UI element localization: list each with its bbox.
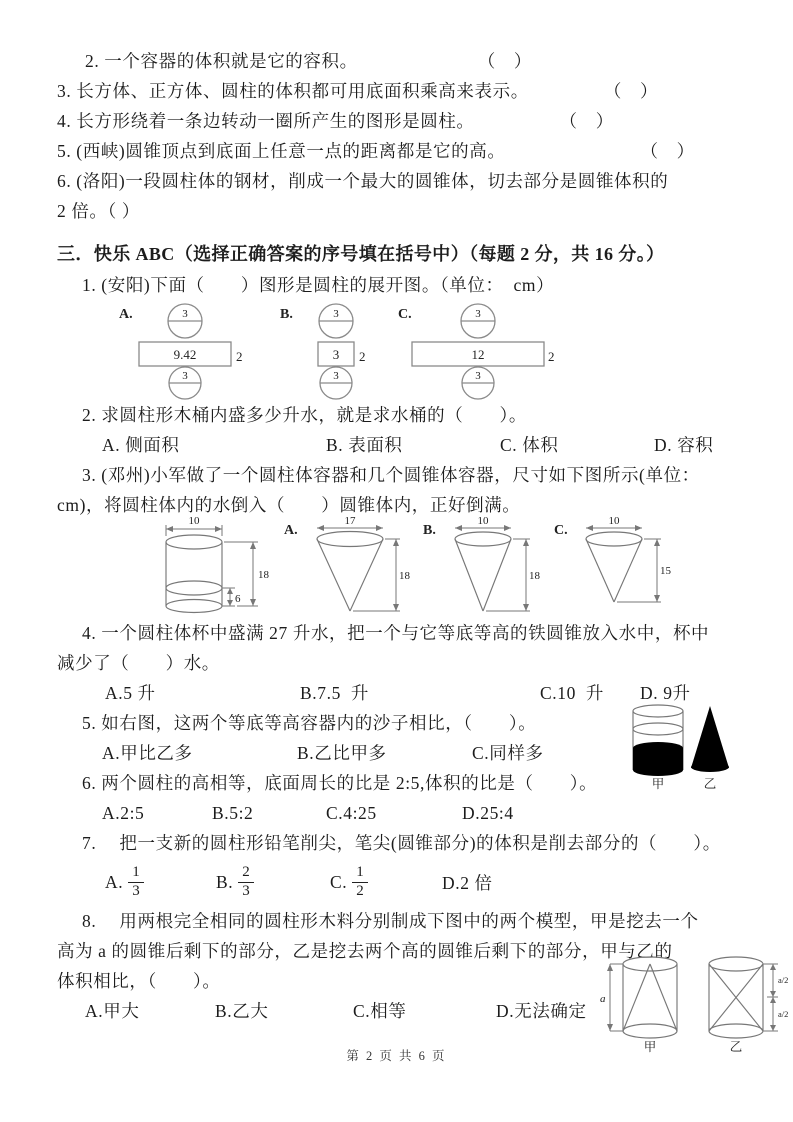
question-7-text: 7. 把一支新的圆柱形铅笔削尖，笔尖(圆锥部分)的体积是削去部分的（ ）。 <box>82 833 721 853</box>
sand-containers-figure <box>622 699 734 791</box>
judge-item-2 <box>57 46 753 76</box>
option-b <box>216 864 330 900</box>
option-d: D.无法确定 <box>496 1001 587 1021</box>
question-3-line2: cm)，将圆柱体内的水倒入（ ）圆锥体内，正好倒满。 <box>57 495 521 515</box>
question-8-line2: 高为 a 的圆锥后剩下的部分，乙是挖去两个高的圆锥后剩下的部分，甲与乙的 <box>57 941 673 961</box>
option-b: B.7.5 升 <box>300 683 369 703</box>
question-1-figures <box>117 300 753 400</box>
cylinder-height-label: 18 <box>258 569 269 581</box>
option-d: D. 容积 <box>654 435 714 455</box>
height-a-label: a <box>600 993 606 1005</box>
cylinder-container-figure <box>150 514 275 618</box>
question-3-line1: 3. (邓州)小军做了一个圆柱体容器和几个圆锥体容器，尺寸如下图所示(单位： <box>82 465 700 485</box>
half-height-label: a/2 <box>778 1009 789 1019</box>
question-5-figure <box>622 699 734 791</box>
half-height-label: a/2 <box>778 975 789 985</box>
option-b-label: B. <box>216 871 234 892</box>
cone-c-figure <box>554 514 676 618</box>
question-4-line1: 4. 一个圆柱体杯中盛满 27 升水，把一个与它等底等高的铁圆锥放入水中，杯中 <box>82 623 710 643</box>
question-6-options <box>102 798 753 828</box>
judge-item-5-text: 5. (西峡)圆锥顶点到底面上任意一点的距离都是它的高。 <box>57 141 506 161</box>
judge-item-3-text: 3. 长方体、正方体、圆柱的体积都可用底面积乘高来表示。 <box>57 81 529 101</box>
cylinder-net-a-figure <box>117 300 272 400</box>
numerator: 1 <box>128 864 144 882</box>
option-b: B.乙比甲多 <box>297 743 387 763</box>
container-jia-label: 甲 <box>651 777 665 791</box>
option-a-label: A. <box>119 307 133 322</box>
cone-height-label: 18 <box>399 570 410 582</box>
cylinder-net-b-figure <box>278 300 390 400</box>
option-a-label: A. <box>284 523 298 538</box>
circle-diameter-label: 3 <box>182 370 188 382</box>
judge-item-5-bracket: （ ） <box>640 141 695 161</box>
question-1-text: 1. (安阳)下面（ ）图形是圆柱的展开图。（单位： cm） <box>82 275 555 295</box>
denominator: 3 <box>132 882 141 899</box>
rect-width-label: 9.42 <box>173 347 197 362</box>
option-c-label: C. <box>330 871 348 892</box>
question-6-text: 6. 两个圆柱的高相等，底面周长的比是 2:5,体积的比是（ ）。 <box>82 773 598 793</box>
circle-diameter-label: 3 <box>475 370 481 382</box>
option-a <box>105 864 216 900</box>
circle-diameter-label: 3 <box>475 308 481 320</box>
question-7-options <box>105 858 753 906</box>
cylinder-diameter-label: 10 <box>188 515 200 527</box>
circle-diameter-label: 3 <box>333 308 339 320</box>
judge-item-2-text: 2. 一个容器的体积就是它的容积。 <box>85 51 358 71</box>
judge-item-4-bracket: （ ） <box>559 111 614 131</box>
rect-width-label: 3 <box>332 347 340 362</box>
cylinder-net-c-figure <box>396 300 564 400</box>
question-8-line1: 8. 用两根完全相同的圆柱形木料分别制成下图中的两个模型，甲是挖去一个 <box>82 911 699 931</box>
option-b: B.乙大 <box>215 1001 269 1021</box>
model-yi-label: 乙 <box>729 1040 743 1054</box>
option-a: A. 侧面积 <box>102 435 180 455</box>
circle-diameter-label: 3 <box>333 370 339 382</box>
option-c-label: C. <box>554 523 568 538</box>
question-8-line3: 体积相比，（ ）。 <box>57 971 221 991</box>
option-c: C.10 升 <box>540 683 604 703</box>
judge-item-6-line1: 6. (洛阳)一段圆柱体的钢材，削成一个最大的圆锥体，切去部分是圆锥体积的 <box>57 171 669 191</box>
option-c: C.同样多 <box>472 743 544 763</box>
cone-diameter-label: 10 <box>477 515 489 527</box>
option-c: C. 体积 <box>500 435 559 455</box>
model-jia-label: 甲 <box>643 1040 657 1054</box>
cone-height-label: 18 <box>529 570 540 582</box>
question-2-text: 2. 求圆柱形木桶内盛多少升水，就是求水桶的（ ）。 <box>82 405 527 425</box>
option-a: A.5 升 <box>105 683 156 703</box>
circle-diameter-label: 3 <box>182 308 188 320</box>
rect-width-label: 12 <box>471 347 485 362</box>
judge-item-2-bracket: （ ） <box>477 51 533 71</box>
option-b-label: B. <box>280 307 293 322</box>
option-b: B.5:2 <box>212 803 254 823</box>
water-height-label: 6 <box>235 593 241 605</box>
option-c <box>330 864 442 900</box>
rect-height-label: 2 <box>359 349 366 364</box>
judge-item-3 <box>57 76 753 106</box>
option-a: A.甲大 <box>85 1001 140 1021</box>
cone-height-label: 15 <box>660 565 671 577</box>
option-b-label: B. <box>423 523 436 538</box>
fraction <box>352 864 368 900</box>
cone-diameter-label: 10 <box>608 515 620 527</box>
option-b: B. 表面积 <box>326 435 403 455</box>
option-d: D. 9升 <box>640 683 691 703</box>
denominator: 3 <box>242 882 251 899</box>
cone-b-figure <box>423 514 545 618</box>
option-a: A.甲比乙多 <box>102 743 193 763</box>
option-c: C.4:25 <box>326 803 377 823</box>
fraction <box>238 864 254 900</box>
cone-diameter-label: 17 <box>344 515 356 527</box>
numerator: 1 <box>352 864 368 882</box>
fraction <box>128 864 144 900</box>
page-number: 第 2 页 共 6 页 <box>346 1049 447 1063</box>
rect-height-label: 2 <box>548 349 555 364</box>
rect-height-label: 2 <box>236 349 243 364</box>
question-5-text: 5. 如右图，这两个等底等高容器内的沙子相比，（ ）。 <box>82 713 537 733</box>
judge-item-5 <box>57 136 753 166</box>
judge-item-4 <box>57 106 753 136</box>
option-c-label: C. <box>398 307 412 322</box>
section-heading: 三．快乐 ABC（选择正确答案的序号填在括号中）（每题 2 分，共 16 分。） <box>57 244 665 264</box>
question-2-options <box>102 430 753 460</box>
option-d: D.25:4 <box>462 803 514 823</box>
question-3-figures <box>150 514 753 618</box>
denominator: 2 <box>356 882 365 899</box>
question-8-figure <box>598 947 793 1055</box>
cone-a-figure <box>284 514 414 618</box>
option-a: A.2:5 <box>102 803 145 823</box>
option-c: C.相等 <box>353 1001 407 1021</box>
option-d: D.2 倍 <box>442 872 493 893</box>
option-a-label: A. <box>105 871 124 892</box>
numerator: 2 <box>238 864 254 882</box>
question-4-line2: 减少了（ ）水。 <box>57 653 220 673</box>
carved-cylinders-figure <box>598 947 793 1055</box>
judge-item-3-bracket: （ ） <box>603 81 659 101</box>
judge-item-4-text: 4. 长方形绕着一条边转动一圈所产生的图形是圆柱。 <box>57 111 475 131</box>
container-yi-label: 乙 <box>703 777 717 791</box>
judge-item-6-line2: 2 倍。（ ） <box>57 201 140 221</box>
